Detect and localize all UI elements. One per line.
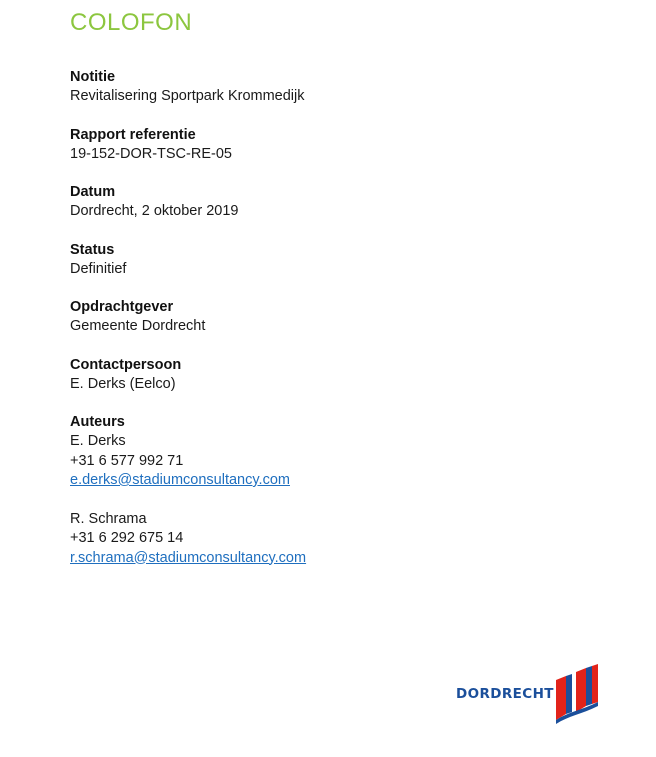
dordrecht-flag-icon — [552, 662, 604, 728]
entry-value: Revitalisering Sportpark Krommedijk — [70, 88, 305, 104]
entry-rapport-referentie — [70, 126, 590, 165]
page-title: COLOFON — [70, 9, 193, 36]
entry-value: E. Derks (Eelco) — [70, 375, 176, 392]
author-name: R. Schrama — [70, 510, 147, 527]
dordrecht-logo — [456, 662, 604, 728]
entry-label: Opdrachtgever — [70, 299, 174, 315]
author-name: E. Derks — [70, 433, 126, 449]
entry-label: Datum — [70, 184, 116, 200]
colofon-list — [70, 68, 590, 587]
entry-label: Rapport referentie — [70, 126, 196, 143]
logo-text: DORDRECHT — [456, 686, 554, 702]
entry-value: Dordrecht, 2 oktober 2019 — [70, 203, 239, 219]
author-phone: +31 6 577 992 71 — [70, 452, 184, 469]
author-schrama — [70, 510, 590, 569]
entry-value: Definitief — [70, 260, 127, 277]
entry-label: Status — [70, 241, 115, 258]
author-phone: +31 6 292 675 14 — [70, 530, 184, 546]
entry-datum — [70, 183, 590, 222]
author-derks — [70, 432, 590, 491]
entry-value: 19-152-DOR-TSC-RE-05 — [70, 145, 232, 162]
entry-value: Gemeente Dordrecht — [70, 318, 206, 334]
entry-notitie — [70, 68, 590, 107]
entry-label: Notitie — [70, 69, 116, 85]
author-email-link[interactable]: r.schrama@stadiumconsultancy.com — [70, 549, 307, 566]
entry-status — [70, 241, 590, 280]
entry-label: Contactpersoon — [70, 356, 182, 373]
author-email-link[interactable]: e.derks@stadiumconsultancy.com — [70, 472, 290, 488]
entry-contactpersoon — [70, 356, 590, 395]
authors-label: Auteurs — [70, 414, 125, 430]
entry-opdrachtgever — [70, 298, 590, 337]
